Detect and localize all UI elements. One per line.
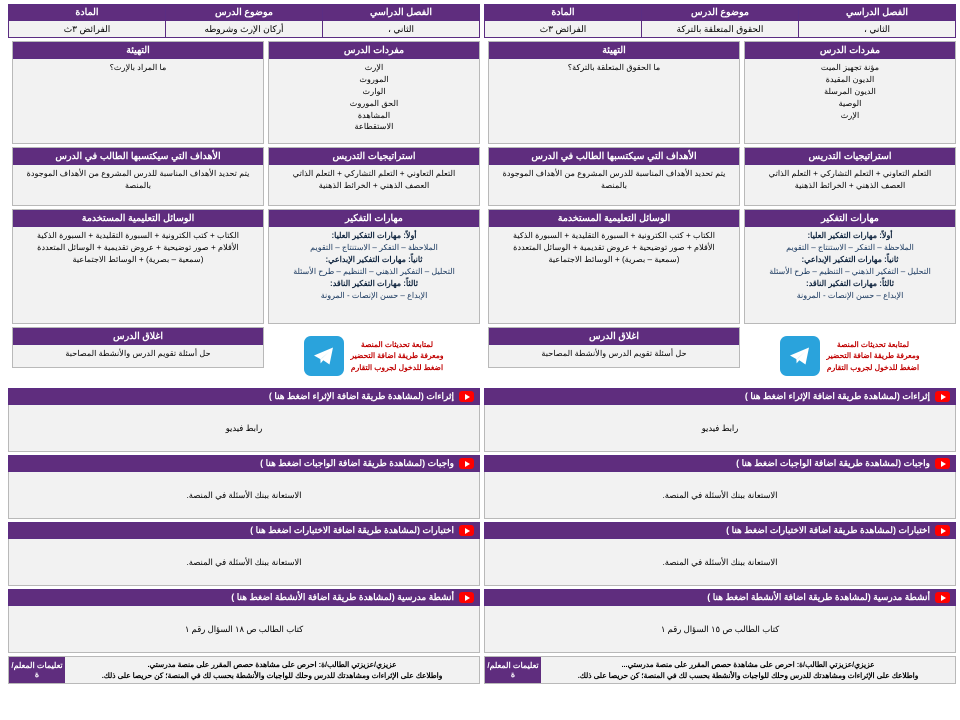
section-homework-body: الاستعانة ببنك الأسئلة في المنصة.	[484, 472, 956, 519]
teacher-instructions	[8, 656, 480, 684]
footer-line: واطلاعك على الإثراءات ومشاهدتك للدرس وحلك للواجبات والأنشطة بحسب لك في المنصة؛ كن حريصا على ذلك.	[101, 671, 443, 681]
promo-line: لمتابعة تحديثات المنصة	[361, 339, 434, 349]
section-enrichment-title[interactable]	[8, 388, 480, 405]
list-item: الاستقطاعة	[354, 122, 394, 132]
table-row-values	[485, 21, 956, 38]
thinking-group-text: الإبداع – حسن الإنصات - المرونة	[796, 291, 904, 300]
thinking-group-label: ثانياً: مهارات التفكير الإبداعي:	[325, 255, 423, 264]
teacher-instructions	[484, 656, 956, 684]
media-line: الأقلام + صور توضيحية + عروض تقديمية + الوسائل المتعددة	[37, 242, 239, 252]
list-item: الإرث	[840, 110, 860, 120]
youtube-icon[interactable]	[459, 525, 474, 536]
media-body	[489, 227, 739, 323]
objectives-box	[12, 147, 264, 206]
promo-line: اضغط للدخول لجروب التقارم	[350, 362, 444, 372]
list-item: الديون المرسلة	[824, 86, 876, 96]
section-title-label: واجبات (لمشاهدة طريقة اضافة الواجبات اضغط هنا )	[736, 458, 930, 468]
youtube-icon[interactable]	[459, 391, 474, 402]
section-homework-title[interactable]	[484, 455, 956, 472]
section-title-label: أنشطة مدرسية (لمشاهدة طريقة اضافة الأنشطة اضغط هنا )	[707, 592, 930, 602]
media-line: الكتاب + كتب الكترونية + السبورة التقليدية + السبورة الذكية	[37, 231, 239, 240]
telegram-promo[interactable]	[268, 327, 480, 385]
warmup-title: التهيئة	[489, 42, 739, 59]
objectives-box	[488, 147, 740, 206]
header-topic: موضوع الدرس	[166, 5, 323, 21]
footer-line: عزيزي/عزيزتي الطالب/ة: احرص على مشاهدة حصص المقرر على منصة مدرستي.	[147, 660, 397, 669]
thinking-group-label: ثالثاً: مهارات التفكير الناقد:	[806, 279, 894, 288]
thinking-skills-box	[268, 209, 480, 324]
strategies-line: العصف الذهني + الخرائط الذهنية	[794, 180, 906, 190]
promo-line: اضغط للدخول لجروب التقارم	[826, 362, 920, 372]
list-item: الوصية	[838, 98, 862, 108]
table-row-headers	[485, 5, 956, 21]
section-homework-title[interactable]	[8, 455, 480, 472]
strategies-title: استراتيجيات التدريس	[269, 148, 479, 165]
closing-title: اغلاق الدرس	[489, 328, 739, 345]
strategies-line: التعلم التعاوني + التعلم التشاركي + التعلم الذاتي	[292, 169, 456, 178]
thinking-skills-box	[744, 209, 956, 324]
section-homework-body: الاستعانة ببنك الأسئلة في المنصة.	[8, 472, 480, 519]
section-tests-title[interactable]	[8, 522, 480, 539]
list-item: الوارث	[362, 86, 386, 96]
youtube-icon[interactable]	[935, 525, 950, 536]
strategies-line: العصف الذهني + الخرائط الذهنية	[318, 180, 430, 190]
vocab-box	[744, 41, 956, 144]
youtube-icon[interactable]	[935, 592, 950, 603]
media-box	[488, 209, 740, 324]
list-item: الديون المقيدة	[825, 74, 875, 84]
thinking-skills-title: مهارات التفكير	[745, 210, 955, 227]
teacher-instructions-label: تعليمات المعلم/ة	[9, 657, 65, 683]
column-vocab	[268, 41, 480, 385]
column-main	[12, 41, 264, 385]
thinking-skills-body	[269, 227, 479, 323]
thinking-group-text: التحليل – التفكير الذهني – التنظيم – طرح الأسئلة	[293, 267, 455, 276]
objectives-title: الأهداف التي سيكتسبها الطالب في الدرس	[489, 148, 739, 165]
thinking-group-text: الإبداع – حسن الإنصات - المرونة	[320, 291, 428, 300]
thinking-group-text: الملاحظة – التفكر – الاستنتاج – التقويم	[786, 243, 914, 252]
media-title: الوسائل التعليمية المستخدمة	[13, 210, 263, 227]
header-subject: المادة	[485, 5, 642, 21]
closing-body: حل أسئلة تقويم الدرس والأنشطة المصاحبة	[489, 345, 739, 367]
vocab-body	[269, 59, 479, 143]
youtube-icon[interactable]	[935, 458, 950, 469]
value-subject: الفرائض ٣ث	[485, 21, 642, 38]
section-enrichment	[484, 388, 956, 452]
thinking-group-label: ثانياً: مهارات التفكير الإبداعي:	[801, 255, 899, 264]
teacher-instructions-text	[541, 657, 955, 683]
column-main	[488, 41, 740, 385]
warmup-title: التهيئة	[13, 42, 263, 59]
closing-title: اغلاق الدرس	[13, 328, 263, 345]
section-title-label: إثراءات (لمشاهدة طريقة اضافة الإثراء اضغط هنا )	[268, 391, 454, 401]
section-activities-title[interactable]	[484, 589, 956, 606]
list-item: مؤنة تجهيز الميت	[820, 63, 880, 72]
list-item: الإرث	[364, 63, 384, 72]
promo-line: ومعرفة طريقة اضافة التحضير	[826, 351, 920, 361]
thinking-group-text: التحليل – التفكير الذهني – التنظيم – طرح الأسئلة	[769, 267, 931, 276]
vocab-body	[745, 59, 955, 143]
lesson-header-table	[484, 4, 956, 38]
strategies-body	[269, 165, 479, 205]
column-vocab	[744, 41, 956, 385]
value-term: الثاني ،	[323, 21, 480, 38]
closing-box	[488, 327, 740, 368]
thinking-group-label: ثالثاً: مهارات التفكير الناقد:	[330, 279, 418, 288]
section-tests-body: الاستعانة ببنك الأسئلة في المنصة.	[484, 539, 956, 586]
table-row-headers	[9, 5, 480, 21]
objectives-body: يتم تحديد الأهداف المناسبة للدرس المشروع من الأهداف الموجودة بالمنصة	[13, 165, 263, 205]
objectives-body: يتم تحديد الأهداف المناسبة للدرس المشروع من الأهداف الموجودة بالمنصة	[489, 165, 739, 205]
value-topic: الحقوق المتعلقة بالتركة	[642, 21, 799, 38]
warmup-body: ما الحقوق المتعلقة بالتركة؟	[489, 59, 739, 143]
strategies-box	[744, 147, 956, 206]
media-line: الأقلام + صور توضيحية + عروض تقديمية + الوسائل المتعددة	[513, 242, 715, 252]
telegram-promo-text	[350, 339, 443, 373]
promo-line: ومعرفة طريقة اضافة التحضير	[350, 351, 444, 361]
media-body	[13, 227, 263, 323]
value-subject: الفرائض ٣ث	[9, 21, 166, 38]
youtube-icon[interactable]	[459, 592, 474, 603]
footer-line: عزيزي/عزيزتي الطالب/ة: احرص على مشاهدة حصص المقرر على منصة مدرستي...	[621, 660, 875, 669]
telegram-promo-text	[826, 339, 919, 373]
upper-grid	[484, 41, 956, 385]
lesson-sheet-left	[484, 4, 956, 716]
vocab-title: مفردات الدرس	[745, 42, 955, 59]
promo-line: لمتابعة تحديثات المنصة	[837, 339, 910, 349]
section-enrichment-body: رابط فيديو	[8, 405, 480, 452]
vocab-box	[268, 41, 480, 144]
thinking-group-text: الملاحظة – التفكر – الاستنتاج – التقويم	[310, 243, 438, 252]
section-activities	[484, 589, 956, 653]
strategies-body	[745, 165, 955, 205]
media-title: الوسائل التعليمية المستخدمة	[489, 210, 739, 227]
closing-box	[12, 327, 264, 368]
section-title-label: إثراءات (لمشاهدة طريقة اضافة الإثراء اضغط هنا )	[744, 391, 930, 401]
section-enrichment-body: رابط فيديو	[484, 405, 956, 452]
warmup-box	[488, 41, 740, 144]
section-tests	[8, 522, 480, 586]
section-enrichment	[8, 388, 480, 452]
header-term: الفصل الدراسي	[799, 5, 956, 21]
section-activities	[8, 589, 480, 653]
warmup-body: ما المراد بالإرث؟	[13, 59, 263, 143]
section-activities-body: كتاب الطالب ص ١٨ السؤال رقم ١	[8, 606, 480, 653]
upper-grid	[8, 41, 480, 385]
section-tests	[484, 522, 956, 586]
table-row-values	[9, 21, 480, 38]
closing-body: حل أسئلة تقويم الدرس والأنشطة المصاحبة	[13, 345, 263, 367]
list-item: الموروث	[359, 74, 389, 84]
value-topic: أركان الإرث وشروطه	[166, 21, 323, 38]
telegram-icon[interactable]	[780, 336, 820, 376]
header-term: الفصل الدراسي	[323, 5, 480, 21]
warmup-box	[12, 41, 264, 144]
lesson-sheet-right	[8, 4, 480, 716]
list-item: المشاهدة	[357, 110, 391, 120]
media-line: (سمعية – بصرية) + الوسائط الاجتماعية	[548, 254, 680, 264]
telegram-icon[interactable]	[304, 336, 344, 376]
strategies-line: التعلم التعاوني + التعلم التشاركي + التعلم الذاتي	[768, 169, 932, 178]
telegram-promo[interactable]	[744, 327, 956, 385]
list-item: الحق الموروث	[349, 98, 399, 108]
strategies-box	[268, 147, 480, 206]
youtube-icon[interactable]	[935, 391, 950, 402]
section-title-label: اختبارات (لمشاهدة طريقة اضافة الاختبارات اضغط هنا )	[726, 525, 930, 535]
footer-line: واطلاعك على الإثراءات ومشاهدتك للدرس وحلك للواجبات والأنشطة بحسب لك في المنصة؛ كن حريصا على ذلك.	[577, 671, 919, 681]
teacher-instructions-text	[65, 657, 479, 683]
header-subject: المادة	[9, 5, 166, 21]
section-title-label: واجبات (لمشاهدة طريقة اضافة الواجبات اضغط هنا )	[260, 458, 454, 468]
section-homework	[484, 455, 956, 519]
media-line: (سمعية – بصرية) + الوسائط الاجتماعية	[72, 254, 204, 264]
section-tests-body: الاستعانة ببنك الأسئلة في المنصة.	[8, 539, 480, 586]
section-activities-title[interactable]	[8, 589, 480, 606]
lesson-header-table	[8, 4, 480, 38]
section-title-label: اختبارات (لمشاهدة طريقة اضافة الاختبارات اضغط هنا )	[250, 525, 454, 535]
media-box	[12, 209, 264, 324]
section-enrichment-title[interactable]	[484, 388, 956, 405]
objectives-title: الأهداف التي سيكتسبها الطالب في الدرس	[13, 148, 263, 165]
vocab-title: مفردات الدرس	[269, 42, 479, 59]
header-topic: موضوع الدرس	[642, 5, 799, 21]
strategies-title: استراتيجيات التدريس	[745, 148, 955, 165]
section-homework	[8, 455, 480, 519]
section-activities-body: كتاب الطالب ص ١٥ السؤال رقم ١	[484, 606, 956, 653]
section-title-label: أنشطة مدرسية (لمشاهدة طريقة اضافة الأنشطة اضغط هنا )	[231, 592, 454, 602]
thinking-group-label: أولاً: مهارات التفكير العليا:	[331, 231, 417, 240]
value-term: الثاني ،	[799, 21, 956, 38]
section-tests-title[interactable]	[484, 522, 956, 539]
teacher-instructions-label: تعليمات المعلم/ة	[485, 657, 541, 683]
thinking-skills-body	[745, 227, 955, 323]
thinking-skills-title: مهارات التفكير	[269, 210, 479, 227]
media-line: الكتاب + كتب الكترونية + السبورة التقليدية + السبورة الذكية	[513, 231, 715, 240]
thinking-group-label: أولاً: مهارات التفكير العليا:	[807, 231, 893, 240]
youtube-icon[interactable]	[459, 458, 474, 469]
